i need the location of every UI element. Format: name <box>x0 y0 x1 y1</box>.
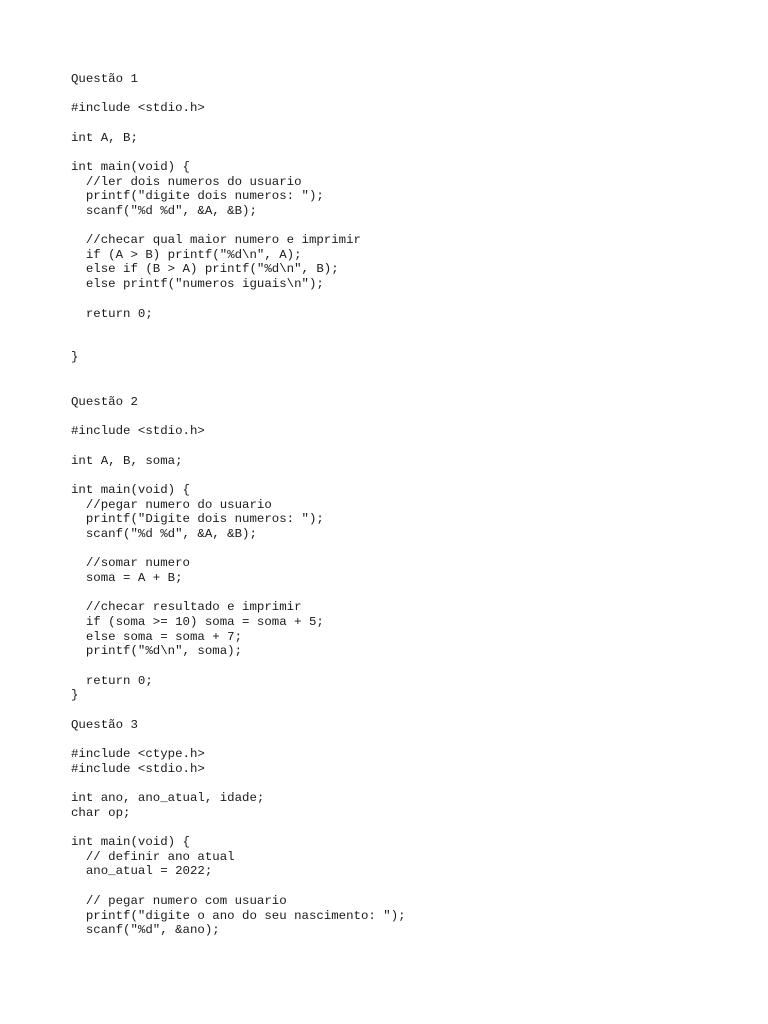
code-line: } <box>71 688 79 702</box>
code-line: #include <stdio.h> <box>71 762 205 776</box>
code-line: #include <ctype.h> <box>71 747 205 761</box>
code-line: scanf("%d %d", &A, &B); <box>71 527 257 541</box>
code-line: return 0; <box>71 307 153 321</box>
code-line: printf("digite o ano do seu nascimento: "); <box>71 909 406 923</box>
code-line: int A, B; <box>71 131 138 145</box>
code-line: printf("digite dois numeros: "); <box>71 189 324 203</box>
code-line: int ano, ano_atual, idade; <box>71 791 265 805</box>
code-line: } <box>71 350 79 364</box>
code-line: int A, B, soma; <box>71 454 183 468</box>
code-line: #include <stdio.h> <box>71 101 205 115</box>
code-line: //checar resultado e imprimir <box>71 600 302 614</box>
code-line: return 0; <box>71 674 153 688</box>
question-1-heading: Questão 1 <box>71 72 138 86</box>
code-line: char op; <box>71 806 131 820</box>
code-line: //pegar numero do usuario <box>71 498 272 512</box>
code-line: // definir ano atual <box>71 850 235 864</box>
code-line: soma = A + B; <box>71 571 183 585</box>
code-line: printf("%d\n", soma); <box>71 644 243 658</box>
code-line: printf("Digite dois numeros: "); <box>71 512 324 526</box>
code-line: // pegar numero com usuario <box>71 894 287 908</box>
code-line: else if (B > A) printf("%d\n", B); <box>71 262 339 276</box>
code-line: scanf("%d", &ano); <box>71 923 220 937</box>
question-2-heading: Questão 2 <box>71 395 138 409</box>
code-line: //ler dois numeros do usuario <box>71 175 302 189</box>
code-line: ano_atual = 2022; <box>71 864 213 878</box>
code-line: int main(void) { <box>71 835 190 849</box>
code-line: else printf("numeros iguais\n"); <box>71 277 324 291</box>
code-line: if (soma >= 10) soma = soma + 5; <box>71 615 324 629</box>
question-3-heading: Questão 3 <box>71 718 138 732</box>
code-line: if (A > B) printf("%d\n", A); <box>71 248 302 262</box>
code-line: int main(void) { <box>71 160 190 174</box>
code-line: #include <stdio.h> <box>71 424 205 438</box>
code-line: int main(void) { <box>71 483 190 497</box>
code-line: else soma = soma + 7; <box>71 630 243 644</box>
code-line: //checar qual maior numero e imprimir <box>71 233 361 247</box>
code-line: scanf("%d %d", &A, &B); <box>71 204 257 218</box>
code-line: //somar numero <box>71 556 190 570</box>
